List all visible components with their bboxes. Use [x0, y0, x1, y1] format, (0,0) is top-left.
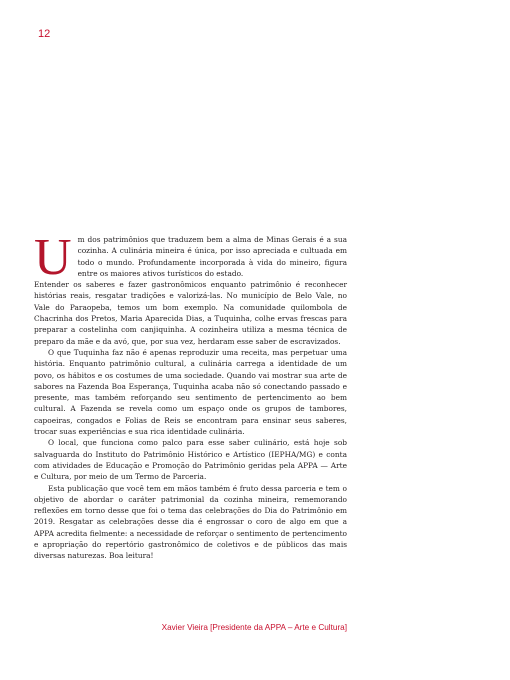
page-number: 12 — [38, 28, 51, 40]
drop-cap: U — [34, 229, 72, 286]
paragraph-1-text: m dos patrimônios que traduzem bem a alma de Minas Gerais é a sua cozinha. A culinária mineira é única, por isso apreciada e cultuada em todo o mundo. Profundamente incorporada à vida do mineiro, figura entre os maiores ativos turísticos do estado. — [77, 235, 347, 278]
author-signature: Xavier Vieira [Presidente da APPA – Arte e Cultura] — [161, 623, 347, 632]
paragraph-5: Esta publicação que você tem em mãos também é fruto dessa parceria e tem o objetivo de abordar o caráter patrimonial da cozinha mineira, rememorando reflexões em torno desse que foi o tema das celebrações do Dia do Patrimônio em 2019. Resgatar as celebrações desse dia é engrossar o coro de algo em que a APPA acredita fielmente: a necessidade de reforçar o sentimento de pertencimento e apropriação do repertório gastronômico de coletivos e de públicos das mais diversas naturezas. Boa leitura! — [34, 483, 347, 561]
paragraph-3: O que Tuquinha faz não é apenas reproduzir uma receita, mas perpetuar uma história. Enquanto patrimônio cultural, a culinária carrega a identidade de um povo, os hábitos e os costumes de uma sociedade. Quando vai mostrar sua arte de sabores na Fazenda Boa Esperança, Tuquinha acaba não só conectando passado e presente, mas também reforçando seu sentimento de pertencimento ao bem cultural. A Fazenda se revela como um espaço onde os grupos de tambores, capoeiras, congados e Folias de Reis se encontram para ensinar seus saberes, trocar suas experiências e sua rica identidade culinária. — [34, 347, 347, 437]
paragraph-4: O local, que funciona como palco para esse saber culinário, está hoje sob salvaguarda do Instituto do Patrimônio Histórico e Artístico (IEPHA/MG) e conta com atividades de Educação e Promoção do Patrimônio geridas pela APPA — Arte e Cultura, por meio de um Termo de Parceria. — [34, 438, 347, 482]
paragraph-2: Entender os saberes e fazer gastronômicos enquanto patrimônio é reconhecer histórias reais, resgatar tradições e valorizá-las. No município de Belo Vale, no Vale do Paraopeba, temos um bom exemplo. Na comunidade quilombola de Chacrinha dos Pretos, Maria Aparecida Dias, a Tuquinha, colhe ervas frescas para preparar a costelinha com canjiquinha. A cozinheira utiliza a mesma técnica de preparo da mãe e da avó, que, por sua vez, herdaram esse saber de escravizados. — [34, 280, 347, 346]
article-body — [34, 229, 347, 562]
paragraph-1 — [34, 229, 347, 286]
